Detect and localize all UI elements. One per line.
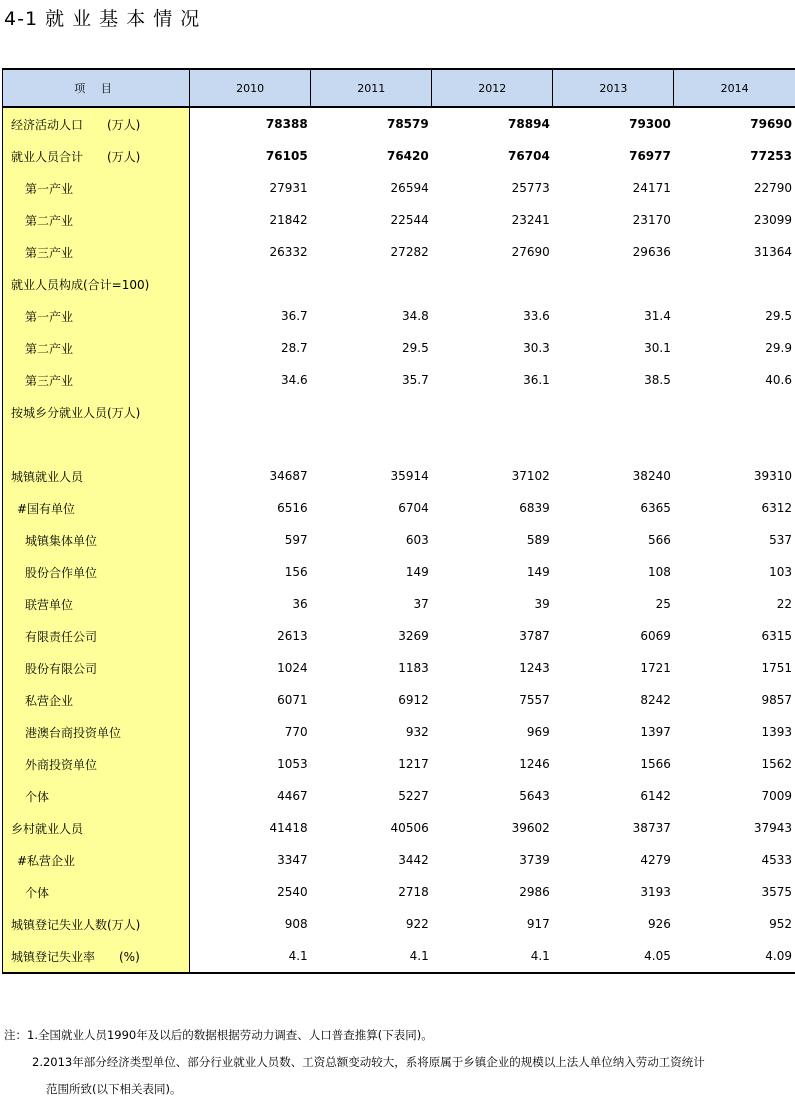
row-value: 24171	[632, 181, 671, 195]
table-row	[3, 588, 795, 620]
row-value: 1566	[640, 757, 671, 771]
row-value: 926	[647, 917, 671, 931]
row-value: 3787	[519, 629, 550, 643]
row-value: 4.1	[311, 940, 432, 973]
table-row	[3, 172, 795, 204]
table-row	[3, 396, 795, 428]
row-value: 23170	[632, 213, 671, 227]
row-value: 5227	[398, 789, 429, 803]
row-value: 1053	[277, 757, 308, 771]
row-value: 1397	[640, 725, 671, 739]
row-value: 1217	[398, 757, 429, 771]
table-row	[3, 556, 795, 588]
row-value: 38737	[632, 821, 671, 835]
row-value: 4.05	[553, 940, 674, 973]
row-value: 3347	[277, 853, 308, 867]
row-value: 952	[769, 917, 792, 931]
row-value: 1246	[519, 757, 550, 771]
row-value: 39602	[511, 821, 550, 835]
row-value: 27931	[269, 181, 308, 195]
row-value: 36	[292, 597, 308, 611]
table-row	[3, 300, 795, 332]
header-year: 2010	[190, 69, 311, 107]
row-value: 26594	[390, 181, 429, 195]
table-row	[3, 652, 795, 684]
row-value: 31.4	[644, 309, 671, 323]
row-value: 78579	[386, 117, 429, 131]
row-value	[432, 396, 553, 428]
row-value: 79690	[750, 117, 792, 131]
row-value	[311, 268, 432, 300]
row-value	[190, 428, 311, 460]
row-label: 第二产业	[3, 332, 190, 364]
row-value: 36.7	[280, 309, 308, 323]
row-value: 149	[405, 565, 429, 579]
row-value: 4.1	[190, 940, 311, 973]
row-value	[553, 268, 674, 300]
row-value: 30.1	[644, 341, 671, 355]
row-value: 566	[647, 533, 671, 547]
row-label: #私营企业	[3, 844, 190, 876]
row-value: 537	[769, 533, 792, 547]
table-row	[3, 204, 795, 236]
row-label: 第三产业	[3, 364, 190, 396]
row-value: 1243	[519, 661, 550, 675]
table-row	[3, 748, 795, 780]
table-row	[3, 716, 795, 748]
table-row	[3, 428, 795, 460]
row-label: 股份有限公司	[3, 652, 190, 684]
row-value: 4279	[640, 853, 671, 867]
row-value: 2718	[398, 885, 429, 899]
row-value: 34.8	[402, 309, 429, 323]
row-label: 第三产业	[3, 236, 190, 268]
row-value: 29.9	[765, 341, 792, 355]
row-value: 4467	[277, 789, 308, 803]
header-year: 2011	[311, 69, 432, 107]
row-value: 78388	[265, 117, 308, 131]
row-value: 3193	[640, 885, 671, 899]
row-value: 29636	[632, 245, 671, 259]
row-value: 2613	[277, 629, 308, 643]
row-value: 6069	[640, 629, 671, 643]
row-value	[553, 396, 674, 428]
header-year: 2012	[432, 69, 553, 107]
row-value: 6912	[398, 693, 429, 707]
row-value: 76704	[508, 149, 550, 163]
row-value: 38240	[632, 469, 671, 483]
row-value: 40506	[390, 821, 429, 835]
row-value: 76977	[629, 149, 671, 163]
row-value: 37943	[753, 821, 792, 835]
row-value: 34687	[269, 469, 308, 483]
table-row	[3, 780, 795, 812]
table-row	[3, 140, 795, 172]
row-value: 6071	[277, 693, 308, 707]
row-value: 917	[526, 917, 550, 931]
row-label: 按城乡分就业人员(万人)	[3, 396, 190, 428]
row-value: 103	[769, 565, 792, 579]
row-value: 969	[526, 725, 550, 739]
table-row	[3, 524, 795, 556]
table-row	[3, 908, 795, 940]
row-value: 922	[405, 917, 429, 931]
row-value: 39310	[753, 469, 792, 483]
header-year: 2013	[553, 69, 674, 107]
row-value	[674, 428, 795, 460]
table-row	[3, 364, 795, 396]
row-label: 城镇登记失业率 (%)	[3, 940, 190, 973]
row-value: 37	[413, 597, 429, 611]
row-value: 77253	[750, 149, 792, 163]
row-value: 8242	[640, 693, 671, 707]
row-label: 城镇就业人员	[3, 460, 190, 492]
row-value: 25	[655, 597, 671, 611]
footnote-line: 2.2013年部分经济类型单位、部分行业就业人员数、工资总额变动较大，系将原属于乡镇企业的规模以上法人单位纳入劳动工资统计	[32, 1055, 705, 1069]
row-value: 6839	[519, 501, 550, 515]
row-value	[190, 396, 311, 428]
table-row	[3, 876, 795, 908]
row-value: 1393	[761, 725, 792, 739]
row-value: 78894	[508, 117, 550, 131]
row-label: 个体	[3, 876, 190, 908]
row-value	[432, 268, 553, 300]
row-value: 3442	[398, 853, 429, 867]
row-value: 3269	[398, 629, 429, 643]
row-value: 35.7	[402, 373, 429, 387]
header-item: 项 目	[3, 69, 190, 107]
row-value: 1183	[398, 661, 429, 675]
row-value: 9857	[761, 693, 792, 707]
row-value: 23099	[753, 213, 792, 227]
row-value: 4533	[761, 853, 792, 867]
row-value: 27282	[390, 245, 429, 259]
row-label: #国有单位	[3, 492, 190, 524]
row-value: 29.5	[765, 309, 792, 323]
row-value	[311, 396, 432, 428]
row-value: 2540	[277, 885, 308, 899]
row-value: 76420	[386, 149, 429, 163]
row-value: 22544	[390, 213, 429, 227]
row-value	[190, 268, 311, 300]
row-value: 2986	[519, 885, 550, 899]
table-row	[3, 236, 795, 268]
row-value: 6142	[640, 789, 671, 803]
table-row	[3, 268, 795, 300]
row-value: 7557	[519, 693, 550, 707]
row-value: 5643	[519, 789, 550, 803]
row-value	[674, 268, 795, 300]
row-value: 1562	[761, 757, 792, 771]
footnote-line: 范围所致(以下相关表同)。	[46, 1082, 182, 1096]
row-value: 908	[284, 917, 308, 931]
table-row	[3, 940, 795, 973]
table-row	[3, 492, 795, 524]
row-value: 149	[526, 565, 550, 579]
header-year: 2014	[674, 69, 795, 107]
row-value: 25773	[511, 181, 550, 195]
row-label: 私营企业	[3, 684, 190, 716]
row-value: 41418	[269, 821, 308, 835]
row-value: 29.5	[402, 341, 429, 355]
table-header-row	[3, 69, 795, 107]
row-value: 6365	[640, 501, 671, 515]
row-value: 40.6	[765, 373, 792, 387]
row-value: 4.1	[432, 940, 553, 973]
row-value: 6312	[761, 501, 792, 515]
table-body	[3, 107, 795, 973]
row-value: 36.1	[523, 373, 550, 387]
row-label: 乡村就业人员	[3, 812, 190, 844]
row-value: 22	[776, 597, 792, 611]
row-value: 37102	[511, 469, 550, 483]
row-value: 27690	[511, 245, 550, 259]
page-title: 4-1 就 业 基 本 情 况	[4, 8, 201, 30]
row-value: 3739	[519, 853, 550, 867]
row-value	[553, 428, 674, 460]
table-row	[3, 684, 795, 716]
row-value: 79300	[629, 117, 671, 131]
row-value: 33.6	[523, 309, 550, 323]
row-label: 第一产业	[3, 172, 190, 204]
footnote-line: 注：1.全国就业人员1990年及以后的数据根据劳动力调查、人口普查推算(下表同)。	[4, 1028, 433, 1042]
row-value: 7009	[761, 789, 792, 803]
table-row	[3, 812, 795, 844]
row-label: 就业人员合计 (万人)	[3, 140, 190, 172]
row-label: 个体	[3, 780, 190, 812]
row-label: 第一产业	[3, 300, 190, 332]
row-value: 4.09	[674, 940, 795, 973]
row-value: 770	[284, 725, 308, 739]
row-label: 城镇集体单位	[3, 524, 190, 556]
row-value: 1751	[761, 661, 792, 675]
table-row	[3, 620, 795, 652]
row-value	[674, 396, 795, 428]
row-value: 156	[284, 565, 308, 579]
table-row	[3, 332, 795, 364]
row-value: 28.7	[280, 341, 308, 355]
row-value: 6516	[277, 501, 308, 515]
row-value: 6704	[398, 501, 429, 515]
row-value: 23241	[511, 213, 550, 227]
row-label: 就业人员构成(合计=100)	[3, 268, 190, 300]
row-label	[3, 428, 190, 460]
row-value: 39	[534, 597, 550, 611]
table-row	[3, 460, 795, 492]
row-value: 30.3	[523, 341, 550, 355]
row-value: 597	[284, 533, 308, 547]
footnotes	[4, 1022, 705, 1103]
row-value: 26332	[269, 245, 308, 259]
row-label: 外商投资单位	[3, 748, 190, 780]
row-value: 6315	[761, 629, 792, 643]
employment-table	[2, 68, 795, 974]
row-label: 港澳台商投资单位	[3, 716, 190, 748]
row-value: 1024	[277, 661, 308, 675]
row-value: 3575	[761, 885, 792, 899]
row-value: 589	[526, 533, 550, 547]
row-value: 22790	[753, 181, 792, 195]
row-value: 21842	[269, 213, 308, 227]
row-label: 城镇登记失业人数(万人)	[3, 908, 190, 940]
row-value: 1721	[640, 661, 671, 675]
row-value: 76105	[265, 149, 308, 163]
row-label: 经济活动人口 (万人)	[3, 107, 190, 140]
row-value: 932	[405, 725, 429, 739]
row-label: 有限责任公司	[3, 620, 190, 652]
table-row	[3, 844, 795, 876]
row-value: 34.6	[280, 373, 308, 387]
row-value: 108	[647, 565, 671, 579]
row-value: 31364	[753, 245, 792, 259]
row-value: 35914	[390, 469, 429, 483]
row-value: 603	[405, 533, 429, 547]
row-label: 股份合作单位	[3, 556, 190, 588]
row-label: 联营单位	[3, 588, 190, 620]
row-value	[432, 428, 553, 460]
table-row	[3, 107, 795, 140]
row-value	[311, 428, 432, 460]
row-value: 38.5	[644, 373, 671, 387]
row-label: 第二产业	[3, 204, 190, 236]
